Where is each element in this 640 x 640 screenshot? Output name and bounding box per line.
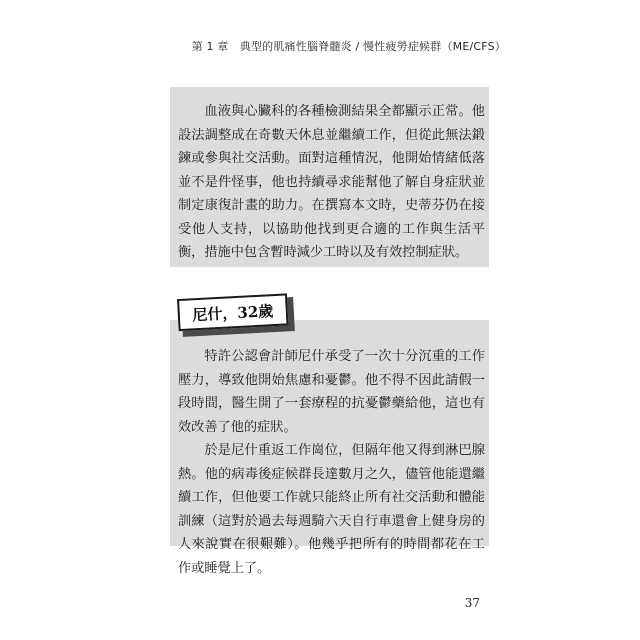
tag-label: 尼什，32歲 [177, 293, 289, 331]
paragraph: 特許公認會計師尼什承受了一次十分沉重的工作壓力，導致他開始焦慮和憂鬱。他不得不因此請假一段時間，醫生開了一套療程的抗憂鬱藥給他，這也有效改善了他的症狀。 [178, 349, 485, 435]
running-header: 第 1 章 典型的肌痛性腦脊髓炎 / 慢性疲勞症候群（ME/CFS） [191, 40, 506, 53]
paragraph: 於是尼什重返工作崗位，但隔年他又得到淋巴腺熱。他的病毒後症候群長達數月之久，儘管他能還繼續工作，但他要工作就只能終止所有社交活動和體能訓練（這對於過去每週騎六天自行車還會上健身房的人來說實在很艱難）。他幾乎把所有的時間都花在工作或睡覺上了。 [178, 443, 485, 576]
book-page [118, 0, 520, 640]
case-box-nish-text [178, 345, 485, 580]
paragraph: 血液與心臟科的各種檢測結果全都顯示正常。他設法調整成在奇數天休息並繼續工作，但從此無法鍛鍊或參與社交活動。面對這種情況，他開始情緒低落並不是件怪事，他也持續尋求能幫他了解自身症狀並制定康復計畫的助力。在撰寫本文時，史蒂芬仍在接受他人支持，以協助他找到更合適的工作與生活平衡，措施中包含暫時減少工時以及有效控制症狀。 [178, 104, 485, 260]
case-name-tag [177, 293, 297, 339]
case-box-stephen-text [178, 100, 485, 265]
page-number: 37 [464, 596, 480, 610]
